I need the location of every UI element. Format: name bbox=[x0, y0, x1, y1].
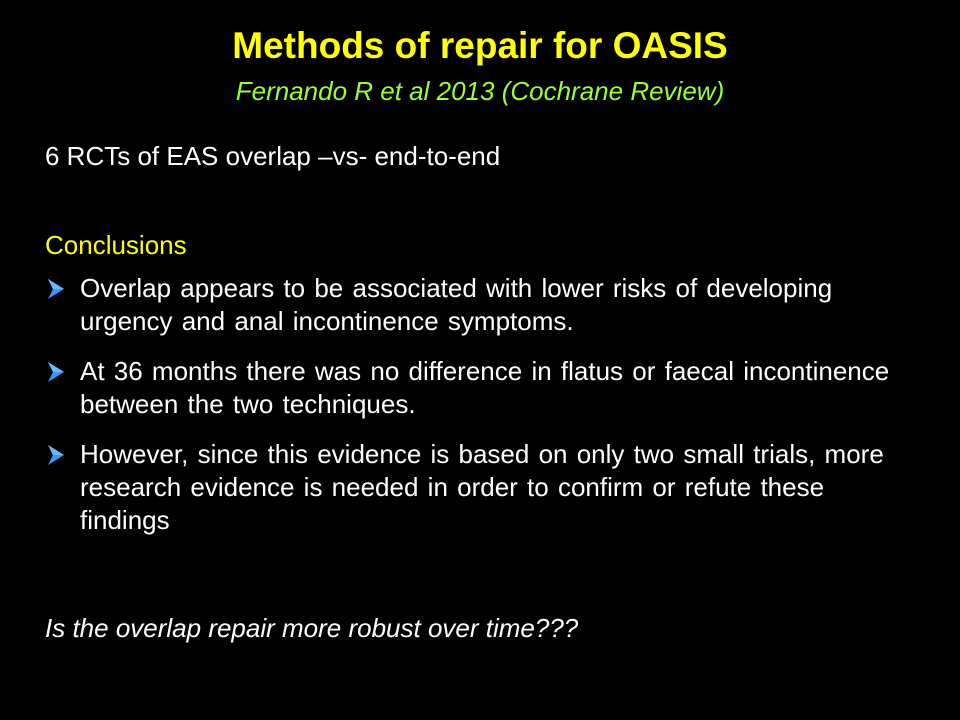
intro-line: 6 RCTs of EAS overlap –vs- end-to-end bbox=[45, 141, 501, 171]
list-item bbox=[45, 272, 905, 338]
bullet-text: Overlap appears to be associated with lower risks of developing urgency and anal incontinence symptoms. bbox=[80, 273, 833, 336]
arrow-bullet-icon bbox=[47, 444, 65, 466]
bullet-text: However, since this evidence is based on only two small trials, more research evidence is needed in order to confirm or refute these findings bbox=[80, 439, 884, 535]
bullet-text: At 36 months there was no difference in flatus or faecal incontinence between the two techniques. bbox=[80, 356, 890, 419]
conclusions-list bbox=[45, 272, 905, 554]
conclusions-heading: Conclusions bbox=[45, 230, 187, 260]
list-item bbox=[45, 438, 905, 537]
list-item bbox=[45, 355, 905, 421]
arrow-bullet-icon bbox=[47, 278, 65, 300]
closing-question: Is the overlap repair more robust over time??? bbox=[45, 613, 579, 643]
slide-subtitle: Fernando R et al 2013 (Cochrane Review) bbox=[235, 76, 725, 106]
arrow-bullet-icon bbox=[47, 361, 65, 383]
slide-title: Methods of repair for OASIS bbox=[232, 25, 728, 66]
